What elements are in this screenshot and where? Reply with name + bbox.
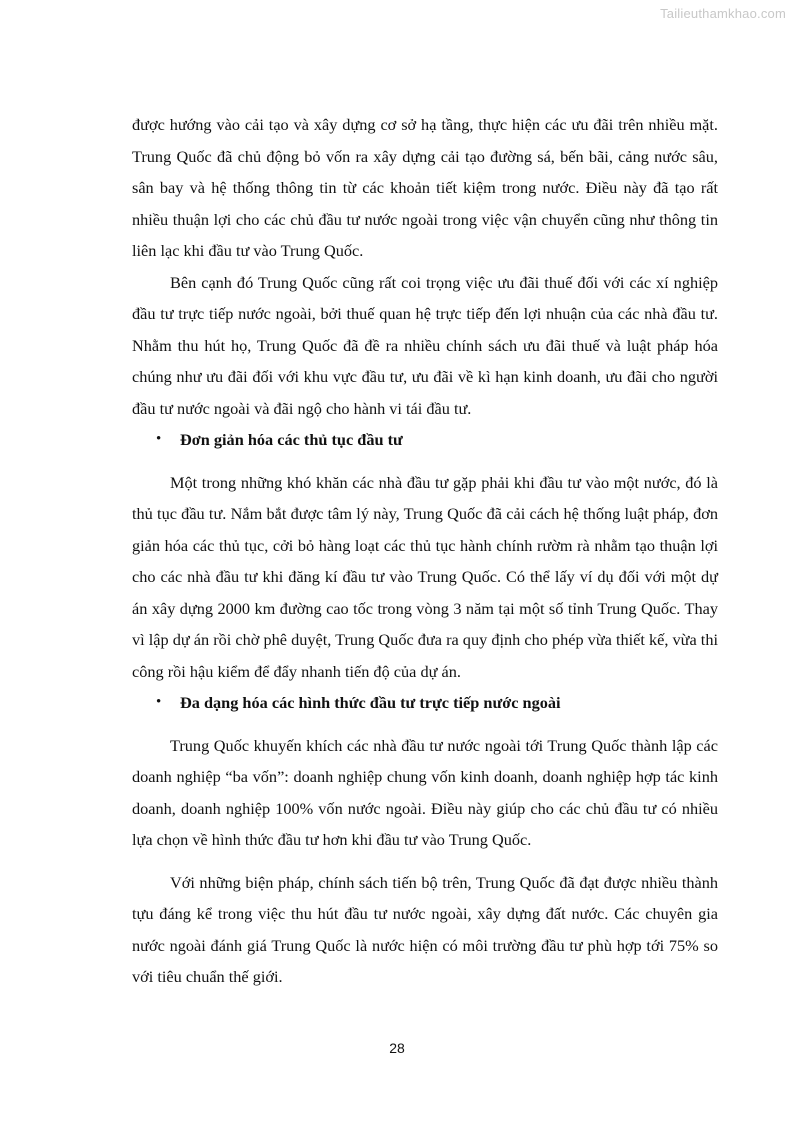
bullet-icon: • (156, 694, 162, 710)
paragraph-3: Một trong những khó khăn các nhà đầu tư gặp phải khi đầu tư vào một nước, đó là thủ tục đầu tư. Nắm bắt được tâm lý này, Trung Quốc đã cải cách hệ thống luật pháp, đơn giản hóa các thủ tục, cởi bỏ hàng loạt các thủ tục hành chính rườm rà nhằm tạo thuận lợi cho các nhà đầu tư khi đăng kí đầu tư vào Trung Quốc. Có thể lấy ví dụ đối với một dự án xây dựng 2000 km đường cao tốc trong vòng 3 năm tại một số tỉnh Trung Quốc. Thay vì lập dự án rồi chờ phê duyệt, Trung Quốc đưa ra quy định cho phép vừa thiết kế, vừa thi công rồi hậu kiểm để đẩy nhanh tiến độ của dự án. (132, 472, 718, 681)
bullet-heading-2 (132, 687, 718, 719)
bullet-heading-2-text: Đa dạng hóa các hình thức đầu tư trực tiếp nước ngoài (180, 693, 561, 712)
bullet-icon: • (156, 431, 162, 447)
paragraph-5: Với những biện pháp, chính sách tiến bộ trên, Trung Quốc đã đạt được nhiều thành tựu đáng kể trong việc thu hút đầu tư nước ngoài, xây dựng đất nước. Các chuyên gia nước ngoài đánh giá Trung Quốc là nước hiện có môi trường đầu tư phù hợp tới 75% so với tiêu chuẩn thế giới. (132, 872, 718, 986)
paragraph-1: được hướng vào cải tạo và xây dựng cơ sở hạ tầng, thực hiện các ưu đãi trên nhiều mặt. Trung Quốc đã chủ động bỏ vốn ra xây dựng cải tạo đường sá, bến bãi, cảng nước sâu, sân bay và hệ thống thông tin từ các khoản tiết kiệm trong nước. Điều này đã tạo rất nhiều thuận lợi cho các chủ đầu tư nước ngoài trong việc vận chuyển cũng như thông tin liên lạc khi đầu tư vào Trung Quốc. (132, 115, 718, 260)
page-number: 28 (389, 1040, 405, 1056)
paragraph-4: Trung Quốc khuyến khích các nhà đầu tư nước ngoài tới Trung Quốc thành lập các doanh nghiệp “ba vốn”: doanh nghiệp chung vốn kinh doanh, doanh nghiệp hợp tác kinh doanh, doanh nghiệp 100% vốn nước ngoài. Điều này giúp cho các chủ đầu tư có nhiều lựa chọn về hình thức đầu tư hơn khi đầu tư vào Trung Quốc. (132, 735, 718, 849)
paragraph-2: Bên cạnh đó Trung Quốc cũng rất coi trọng việc ưu đãi thuế đối với các xí nghiệp đầu tư trực tiếp nước ngoài, bởi thuế quan hệ trực tiếp đến lợi nhuận của các nhà đầu tư. Nhằm thu hút họ, Trung Quốc đã đề ra nhiều chính sách ưu đãi thuế và luật pháp hóa chúng như ưu đãi đối với khu vực đầu tư, ưu đãi về kì hạn kinh doanh, ưu đãi cho người đầu tư nước ngoài và đãi ngộ cho hành vi tái đầu tư. (132, 272, 718, 418)
bullet-heading-1-text: Đơn giản hóa các thủ tục đầu tư (180, 430, 403, 449)
bullet-heading-1 (132, 424, 718, 456)
page-content (132, 109, 718, 993)
watermark: Tailieuthamkhao.com (660, 6, 786, 21)
